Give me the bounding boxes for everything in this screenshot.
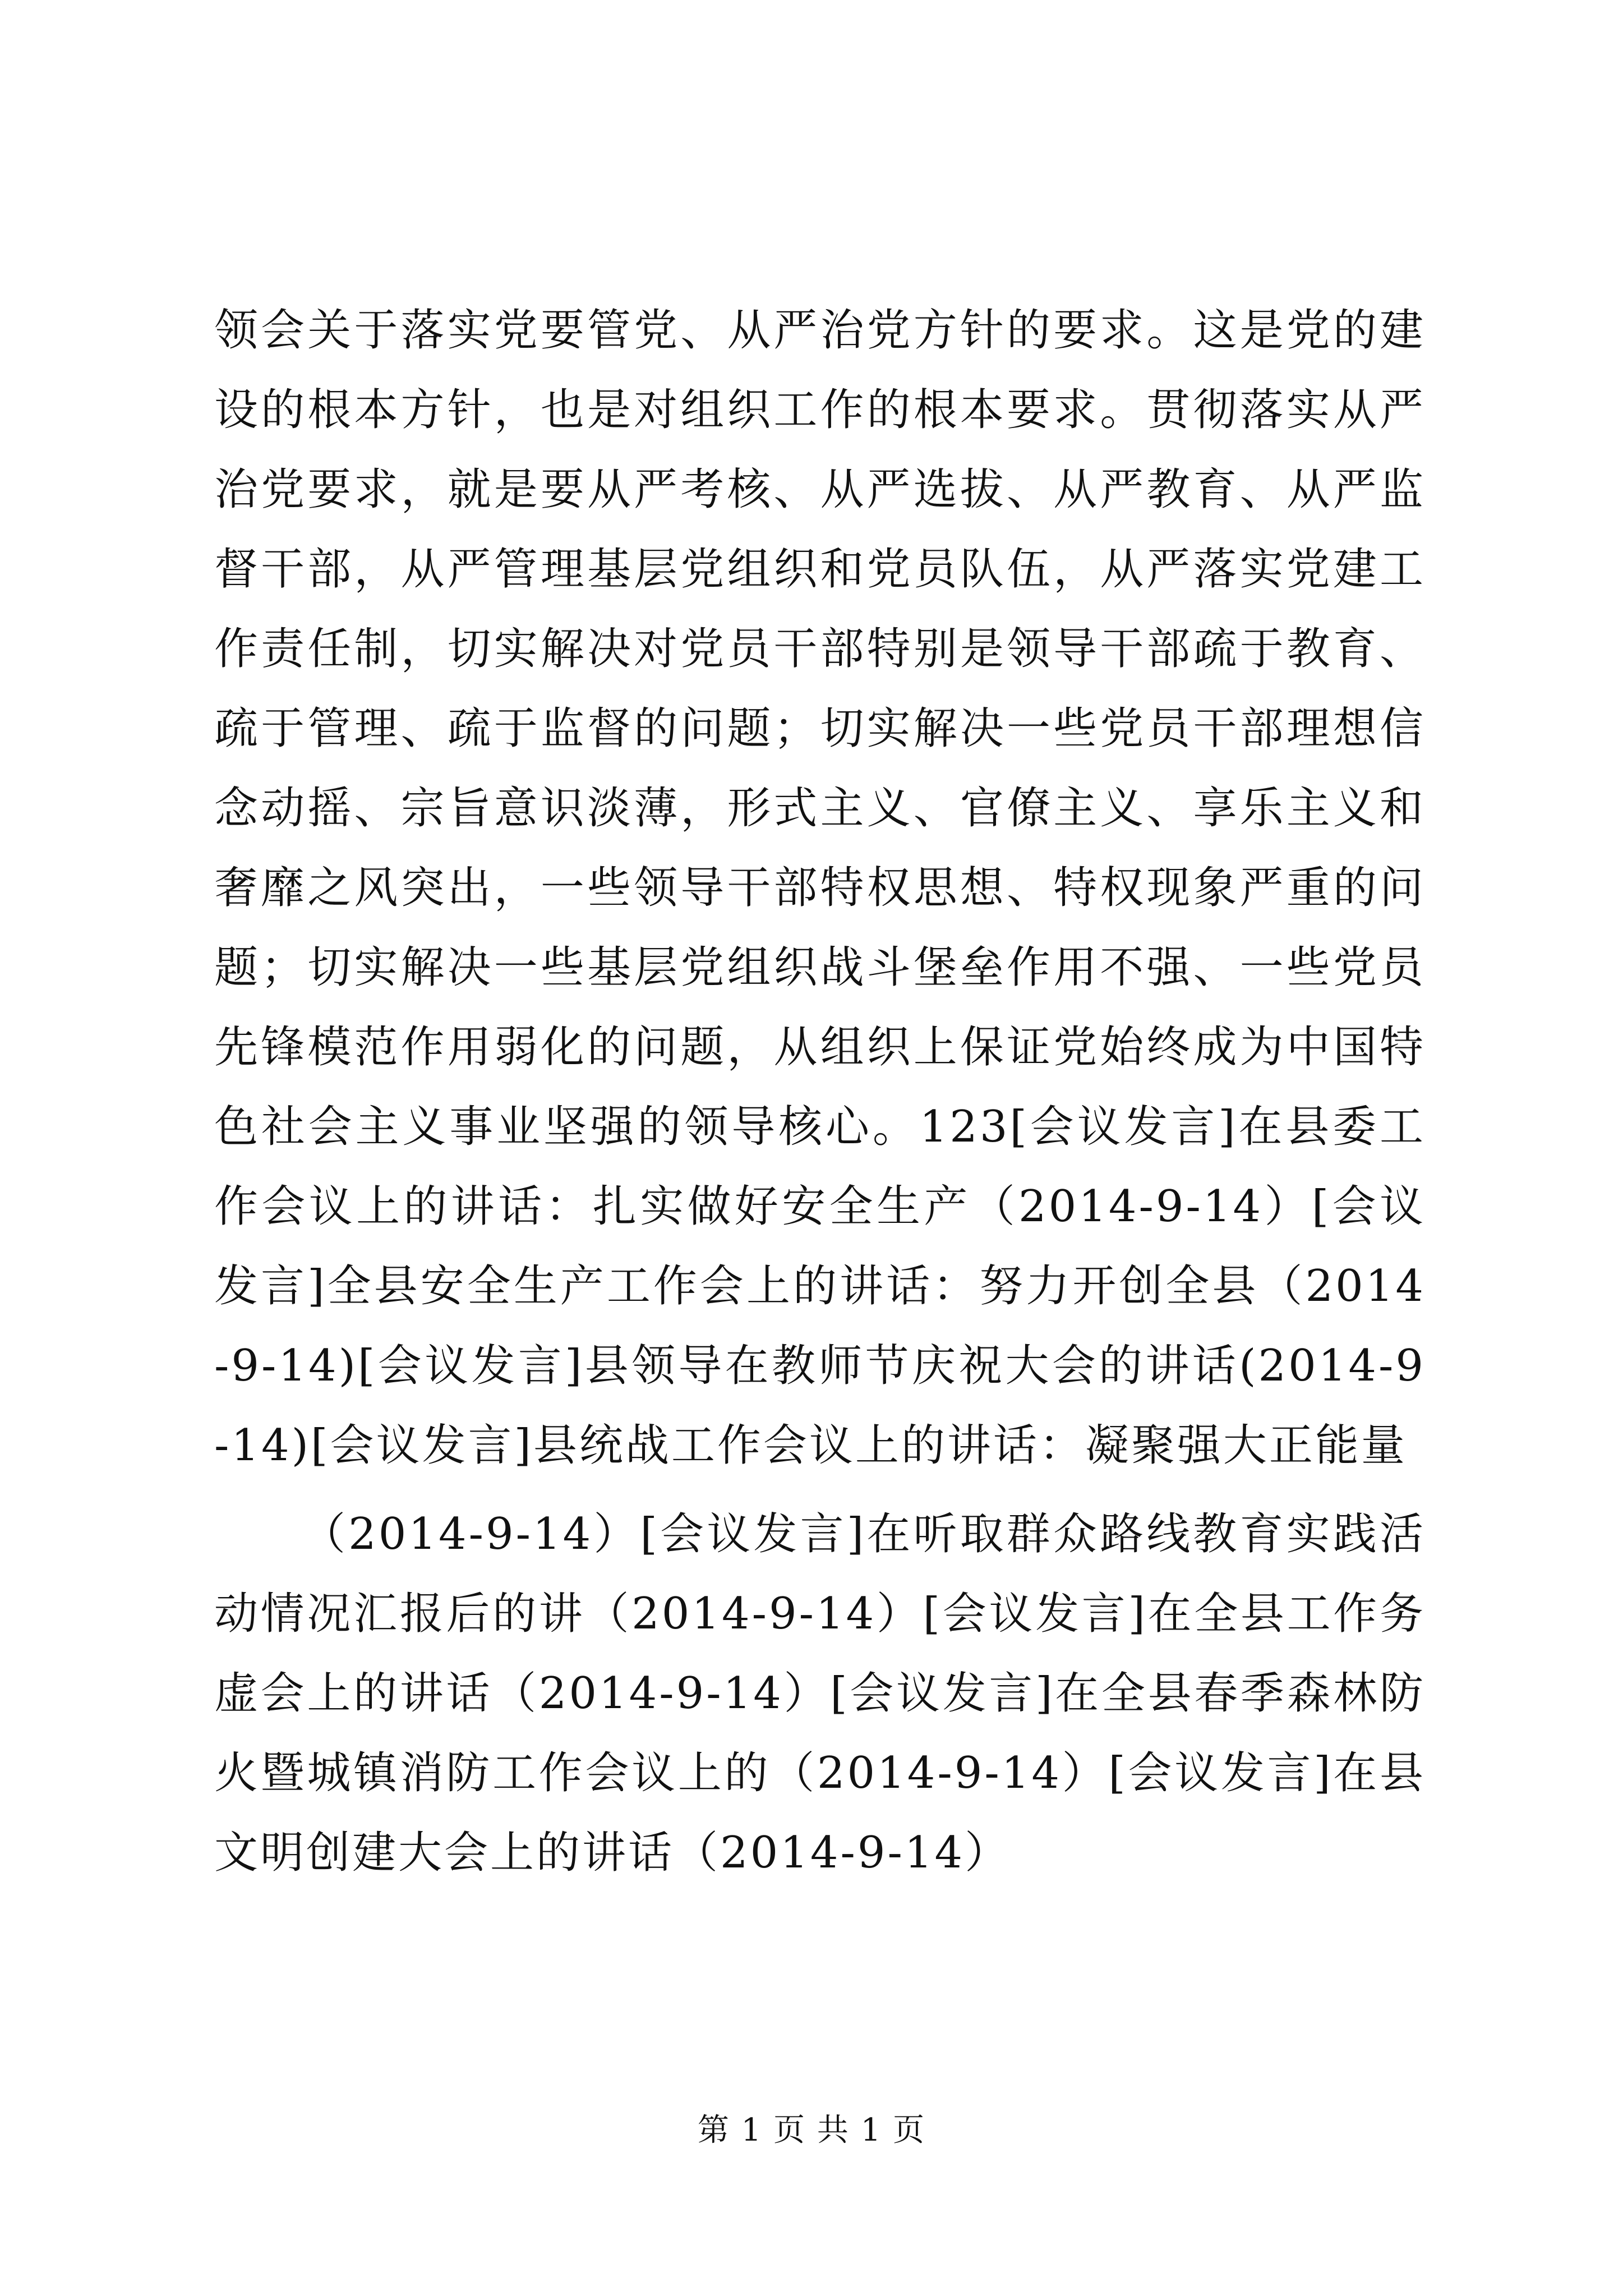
- document-body: [214, 291, 1426, 1893]
- body-paragraph: 领会关于落实党要管党、从严治党方针的要求。这是党的建设的根本方针，也是对组织工作的根本要求。贯彻落实从严治党要求，就是要从严考核、从严选拔、从严教育、从严监督干部，从严管理基层党组织和党员队伍，从严落实党建工作责任制，切实解决对党员干部特别是领导干部疏于教育、疏于管理、疏于监督的问题；切实解决一些党员干部理想信念动摇、宗旨意识淡薄，形式主义、官僚主义、享乐主义和奢靡之风突出，一些领导干部特权思想、特权现象严重的问题；切实解决一些基层党组织战斗堡垒作用不强、一些党员先锋模范作用弱化的问题，从组织上保证党始终成为中国特色社会主义事业坚强的领导核心。123[会议发言]在县委工作会议上的讲话：扎实做好安全生产（2014-9-14）[会议发言]全县安全生产工作会上的讲话：努力开创全县（2014-9-14)[会议发言]县领导在教师节庆祝大会的讲话(2014-9-14)[会议发言]县统战工作会议上的讲话：凝聚强大正能量: [214, 305, 1426, 1471]
- page-footer: 第 1 页 共 1 页: [697, 2112, 926, 2148]
- body-paragraph: （2014-9-14）[会议发言]在听取群众路线教育实践活动情况汇报后的讲（2014-9-14）[会议发言]在全县工作务虚会上的讲话（2014-9-14）[会议发言]在全县春季森林防火暨城镇消防工作会议上的（2014-9-14）[会议发言]在县文明创建大会上的讲话（2014-9-14）: [214, 1509, 1426, 1878]
